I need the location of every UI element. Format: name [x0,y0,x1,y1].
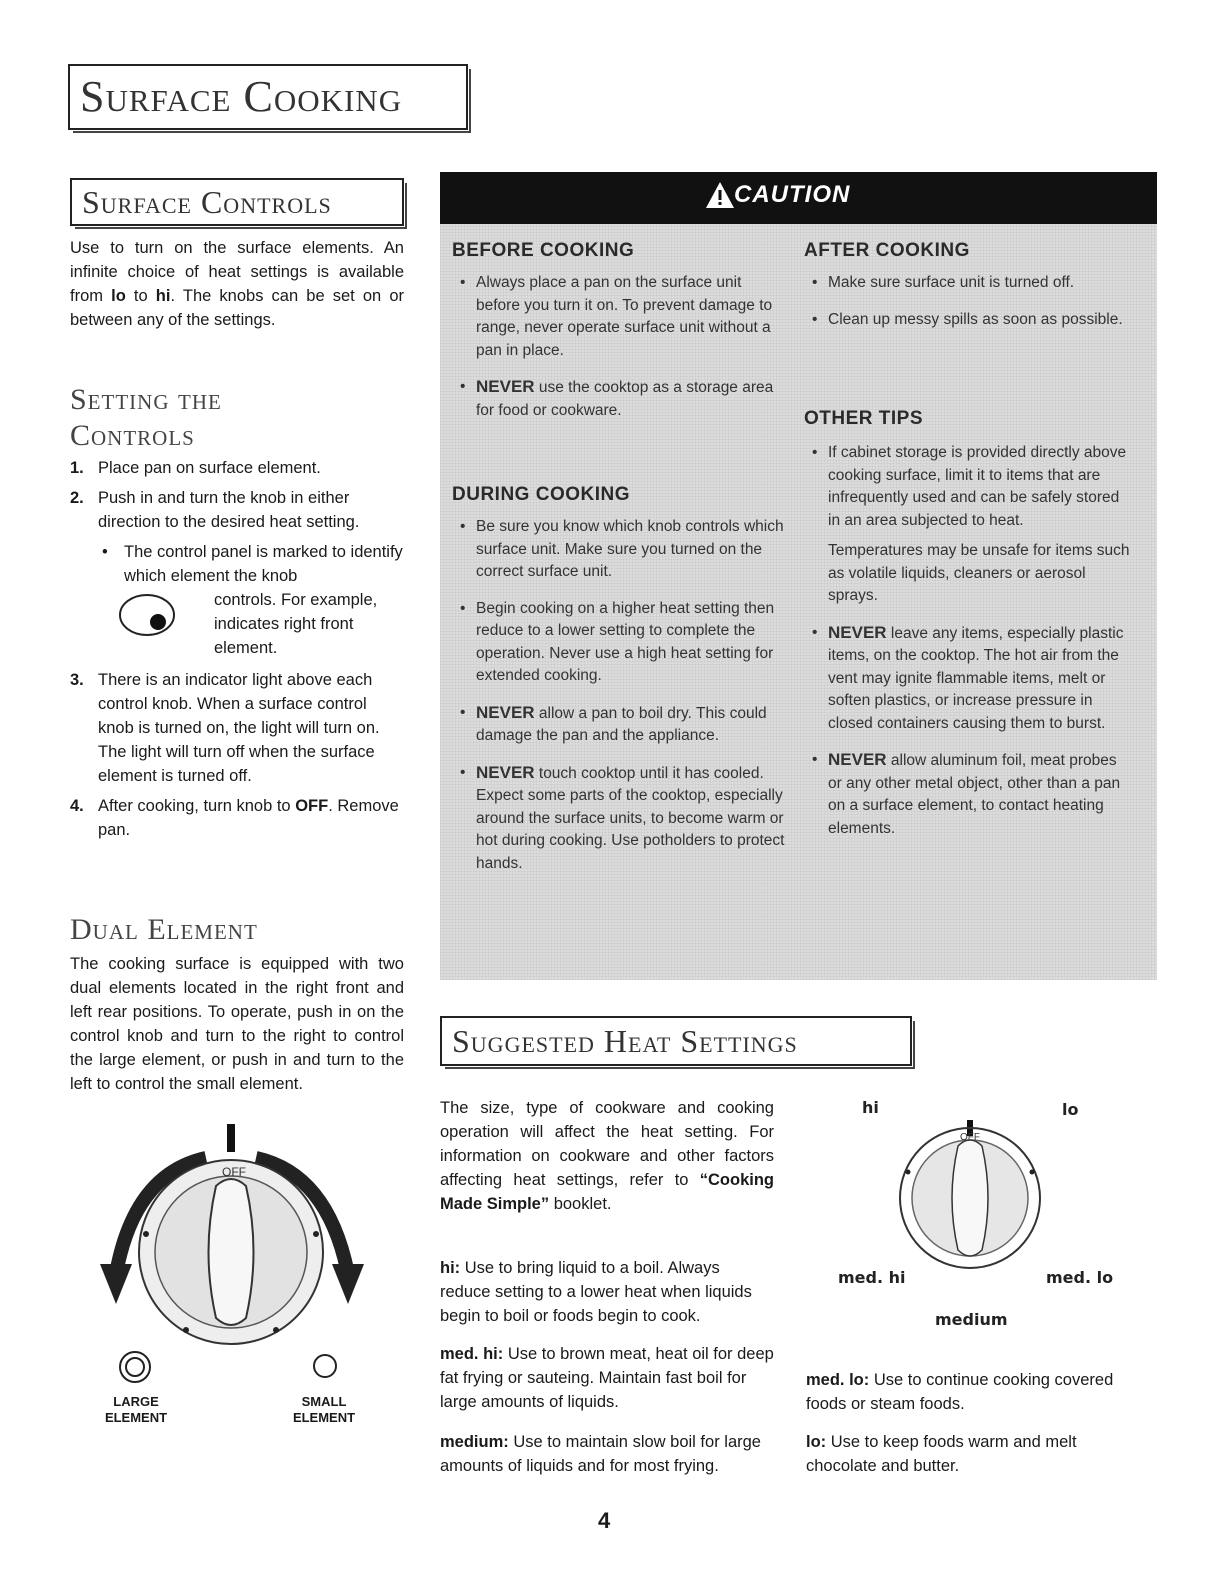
list-item: • NEVER leave any items, especially plastic items, on the cooktop. The hot air from the vent may ignite flammable items, melt or soften plastics, or increase pressure in closed containers causing them to burst. [804,622,1134,736]
other-tips-heading: OTHER TIPS [804,408,924,429]
dial-lo-label: lo [1062,1100,1079,1119]
list-item: • Begin cooking on a higher heat setting then reduce to a lower setting to complete the operation. Never use a high heat setting for extended cooking. [452,598,787,688]
medium-setting: medium: Use to maintain slow boil for large amounts of liquids and for most frying. [440,1433,761,1475]
setting-steps [70,456,404,848]
med-lo-setting: med. lo: Use to continue cooking covered foods or steam foods. [806,1371,1114,1413]
other-tips-list [804,442,1134,854]
dial-hi-label: hi [862,1098,879,1117]
before-cooking-heading: BEFORE COOKING [452,240,635,261]
list-item: Temperatures may be unsafe for items such as volatile liquids, cleaners or aerosol sprays. [828,542,1130,604]
after-cooking-list [804,272,1134,345]
large-element-icon [118,1350,152,1384]
step-1: 1. Place pan on surface element. [70,459,321,477]
dial-medium-label: medium [935,1310,1008,1329]
caution-title: CAUTION [734,181,851,208]
step-4: 4. After cooking, turn knob to OFF. Remove pan. [70,797,399,839]
right-front-element-icon [116,590,178,640]
dual-element-heading: Dual Element [70,913,258,946]
heat-settings-heading: Suggested Heat Settings [440,1016,912,1066]
large-element-label: LARGE ELEMENT [104,1394,168,1425]
before-cooking-list [452,272,787,436]
dial-med-lo-label: med. lo [1046,1268,1114,1287]
list-item: • Always place a pan on the surface unit before you turn it on. To prevent damage to range, never operate surface unit without a pan in place. [452,272,787,362]
caution-panel [440,172,1157,980]
heat-dial-diagram [860,1120,1060,1280]
step-2: 2. Push in and turn the knob in either direction to the desired heat setting. • The control panel is marked to identify which element the knob controls. For example, indicates right front element. [70,486,404,660]
dial-off-label: OFF [960,1132,980,1143]
knob-off-label: OFF [222,1165,246,1179]
during-cooking-heading: DURING COOKING [452,484,630,505]
list-item: • NEVER use the cooktop as a storage area for food or cookware. [452,376,787,422]
after-cooking-heading: AFTER COOKING [804,240,970,261]
list-item: • Make sure surface unit is turned off. [804,272,1134,295]
small-element-label: SMALL ELEMENT [292,1394,356,1425]
surface-controls-intro: Use to turn on the surface elements. An infinite choice of heat settings is available from lo to hi. The knobs can be set on or between any of the settings. [70,239,405,329]
dual-element-text: The cooking surface is equipped with two dual elements located in the right front and left rear positions. To operate, push in on the control knob and turn to the right to control the large element, or push in and turn to the left to control the small element. [70,955,404,1093]
heat-settings-intro: The size, type of cookware and cooking operation will affect the heat setting. For information on cookware and other factors affecting heat settings, refer to “Cooking Made Simple” booklet. [440,1099,774,1213]
small-element-icon [311,1352,339,1380]
list-item: • Be sure you know which knob controls which surface unit. Make sure you turned on the correct surface unit. [452,516,787,584]
setting-controls-heading: Setting the Controls [70,383,222,452]
lo-setting: lo: Use to keep foods warm and melt chocolate and butter. [806,1433,1077,1475]
step-2-bullet: • The control panel is marked to identify which element the knob controls. For example, indicates right front element. [102,543,403,657]
dual-element-knob-illustration [86,1124,386,1354]
list-item: • If cabinet storage is provided directly above cooking surface, limit it to items that are infrequently used and can be safely stored in an area subjected to heat. [804,442,1134,532]
page-number: 4 [598,1508,611,1533]
list-item: • NEVER allow a pan to boil dry. This could damage the pan and the appliance. [452,702,787,748]
med-hi-setting: med. hi: Use to brown meat, heat oil for deep fat frying or sauteing. Maintain fast boil for large amounts of liquids. [440,1345,774,1411]
list-item: • Clean up messy spills as soon as possible. [804,309,1134,332]
dial-med-hi-label: med. hi [838,1268,906,1287]
step-3: 3. There is an indicator light above each control knob. When a surface control knob is turned on, the light will turn on. The light will turn off when the surface element is turned off. [70,671,380,785]
warning-triangle-icon [705,180,735,210]
surface-controls-heading: Surface Controls [70,178,404,226]
during-cooking-list [452,516,787,889]
list-item: • NEVER touch cooktop until it has cooled. Expect some parts of the cooktop, especially around the surface units, to become warm or hot during cooking. Use potholders to protect hands. [452,762,787,876]
hi-setting: hi: Use to bring liquid to a boil. Always reduce setting to a lower heat when liquids begin to boil or foods begin to cook. [440,1259,752,1325]
page-title: Surface Cooking [68,64,468,130]
list-item: • NEVER allow aluminum foil, meat probes or any other metal object, other than a pan on a surface element, to contact heating elements. [804,749,1134,840]
